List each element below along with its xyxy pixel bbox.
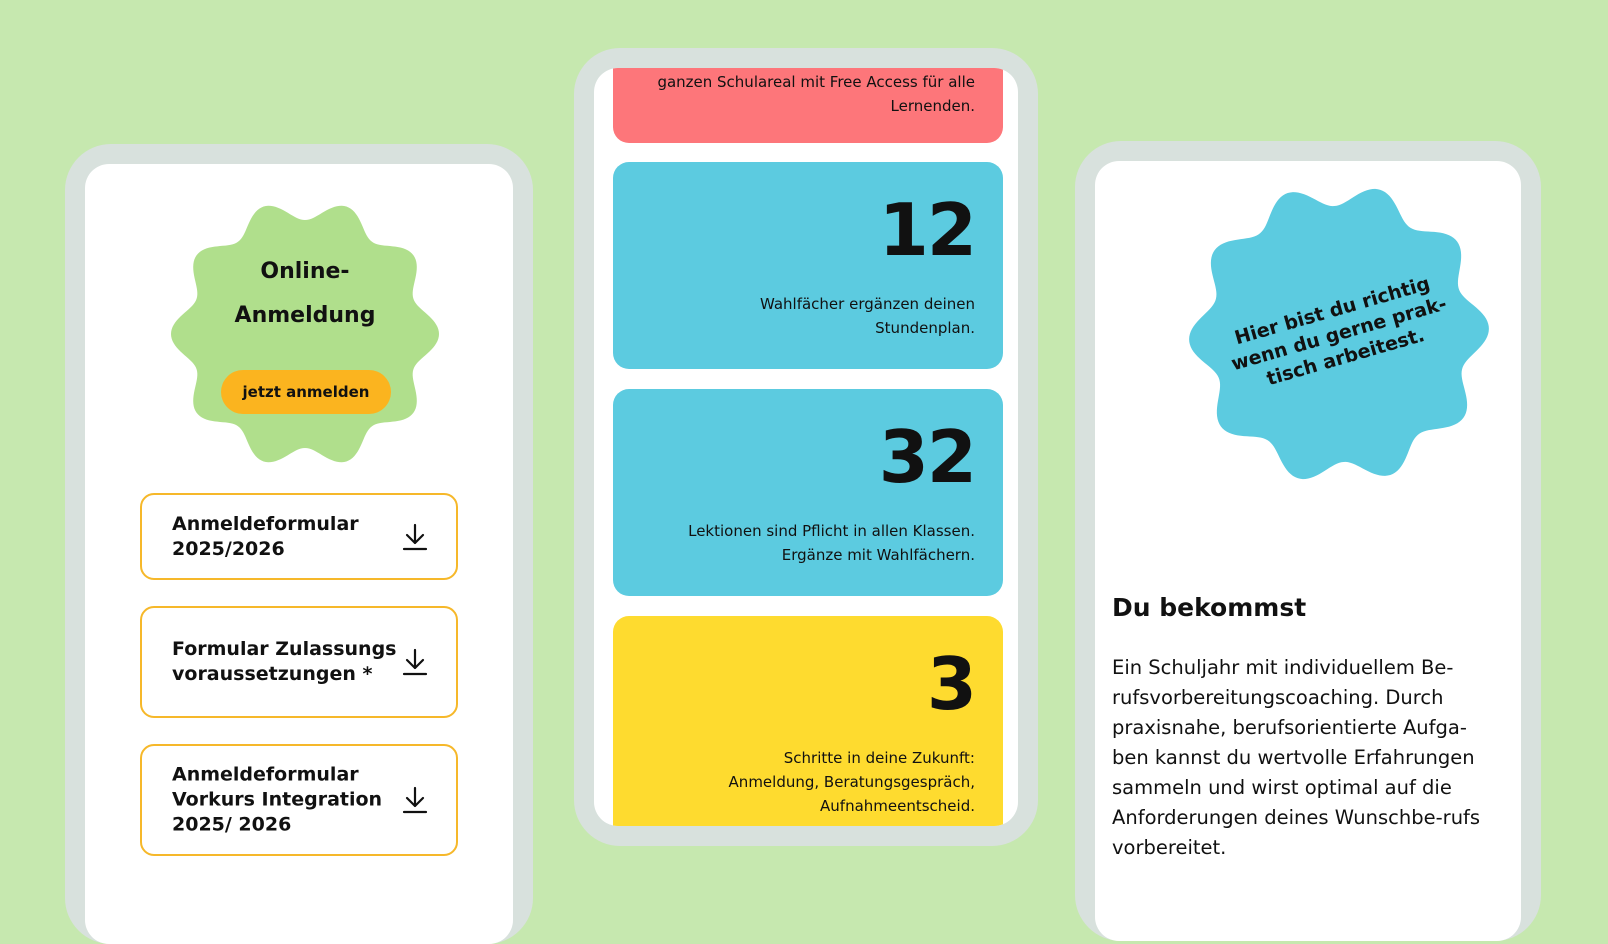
stat-card-lessons (613, 389, 1003, 596)
phone-left (65, 144, 533, 944)
download-card-admission-requirements[interactable] (140, 606, 458, 718)
stat-description: Schritte in deine Zukunft: Anmeldung, Beratungsgespräch, Aufnahmeentscheid. (728, 749, 975, 815)
download-card-label: Anmeldeformular Vorkurs Integration 2025/ 2026 (172, 763, 383, 836)
download-card-integration-course[interactable] (140, 744, 458, 856)
register-now-button[interactable]: jetzt anmelden (221, 370, 391, 414)
section-title: Du bekommst (1112, 593, 1307, 622)
stat-description: Wahlfächer ergänzen deinen Stundenplan. (759, 295, 975, 337)
phone-right-screen (1095, 161, 1521, 941)
practical-work-badge (1188, 183, 1490, 485)
download-card-label: Anmeldeformular 2025/2026 (172, 512, 359, 560)
download-icon (402, 786, 428, 814)
download-icon (402, 648, 428, 676)
stat-number: 32 (878, 415, 975, 499)
phone-right (1075, 141, 1541, 941)
phone-middle (574, 48, 1038, 846)
download-icon (402, 523, 428, 551)
stat-description: Lektionen sind Pflicht in allen Klassen. Ergänze mit Wahlfächern. (688, 522, 975, 564)
stat-card-electives (613, 162, 1003, 369)
section-body: Ein Schuljahr mit individuellem Be-rufsvorbereitungscoaching. Durch praxisnahe, berufsorientierte Aufga-ben kannst du wertvolle Erfahrungen sammeln und wirst optimal auf die Anforderungen deines Wunschbe-rufs vorbereitet. (1112, 656, 1481, 859)
free-access-text: ganzen Schulareal mit Free Access für alle Lernenden. (657, 73, 975, 115)
stat-card-steps (613, 616, 1003, 826)
badge-title-line2: Anmeldung (234, 303, 376, 328)
stat-number: 3 (926, 642, 975, 726)
badge-text: Hier bist du richtig wenn du gerne prak-tisch arbeitest. (1228, 272, 1450, 391)
free-access-card (613, 68, 1003, 143)
stat-number: 12 (878, 188, 975, 272)
online-registration-badge (169, 198, 441, 470)
badge-title-line1: Online- (260, 259, 350, 284)
phone-middle-screen[interactable] (594, 68, 1018, 826)
download-card-registration-form[interactable] (140, 493, 458, 580)
download-card-label: Formular Zulassungsvoraussetzungen * (172, 638, 397, 685)
phone-left-screen (85, 164, 513, 944)
